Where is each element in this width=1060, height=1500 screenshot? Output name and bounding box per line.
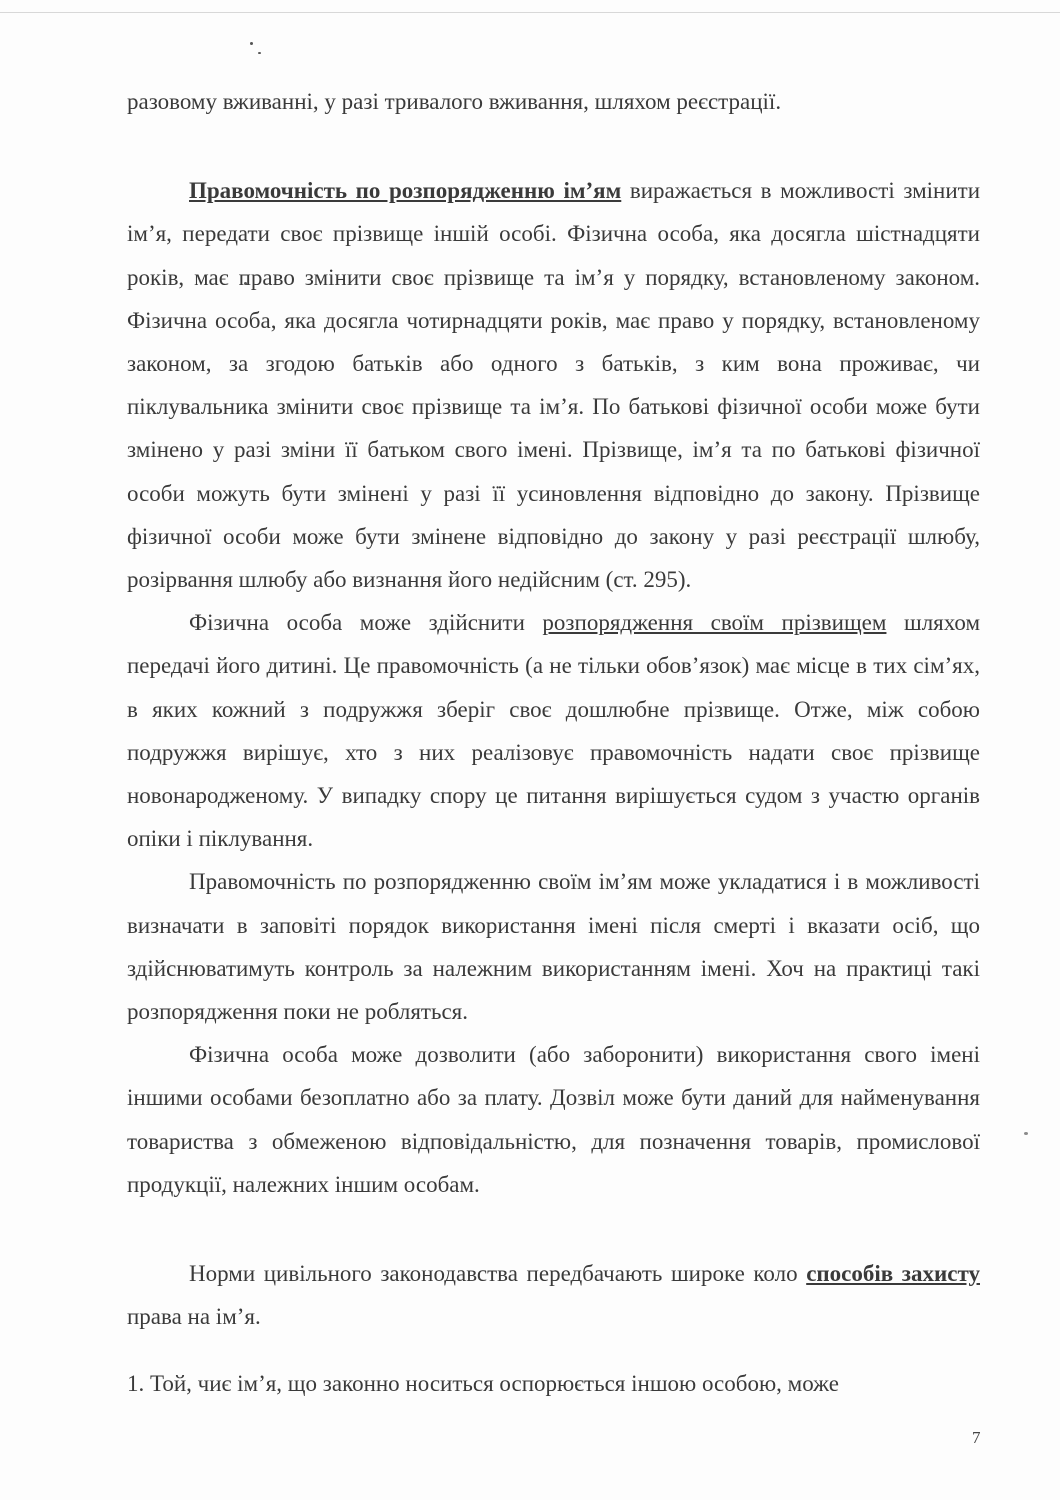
paragraph-text: шляхом передачі його дитині. Це правомочність (а не тільки обов’язок) має місце в тих сім’ях, в яких кожний з подружжя зберіг своє дошлюбне прізвище. Отже, між собою подружжя вирішує, хто з них реалізовує правомочність надати своє прізвище новонародженому. У випадку спору це питання вирішується судом з участю органів опіки і піклування. — [127, 610, 980, 852]
paragraph-text: Фізична особа може здійснити — [189, 610, 543, 636]
paragraph-heading: Правомочність по розпорядженню ім’ям — [189, 178, 622, 204]
page-number: 7 — [972, 1428, 981, 1447]
numbered-item-1: 1. Той, чиє ім’я, що законно носиться оспорюється іншою особою, може — [127, 1371, 839, 1397]
paragraph-name-permission: Фізична особа може дозволити (або заборонити) використання свого імені іншими особами безоплатно або за плату. Дозвіл може бути даний для найменування товариства з обмеженою відповідальністю, для позначення товарів, промислової продукції, належних іншим особам. — [127, 1042, 980, 1197]
paragraph-protection-methods — [127, 1252, 980, 1338]
paragraph-will-disposition: Правомочність по розпорядженню своїм ім’ям може укладатися і в можливості визначати в заповіті порядок використання імені після смерті і вказати осіб, що здійснюватимуть контроль за належним використанням імені. Хоч на практиці такі розпорядження поки не робляться. — [127, 869, 980, 1025]
paragraph-text: Норми цивільного законодавства передбачають широке коло — [189, 1261, 807, 1287]
emphasis-phrase: способів захисту — [806, 1261, 980, 1287]
paragraph-text: права на ім’я. — [127, 1304, 261, 1330]
paragraph-renaming-right — [127, 169, 980, 601]
lead-line: разовому вживанні, у разі тривалого вживання, шляхом реєстрації. — [127, 89, 782, 114]
scan-speck — [250, 42, 253, 45]
scan-speck — [258, 52, 261, 54]
paragraph-surname-transfer — [127, 601, 980, 860]
underlined-phrase: розпорядження своїм прізвищем — [542, 610, 887, 636]
scan-speck — [1024, 1132, 1028, 1135]
document-body — [127, 80, 980, 1406]
paragraph-text: виражається в можливості змінити ім’я, передати своє прізвище іншій особі. Фізична особа, яка досягла шістнадцяти років, має право змінити своє прізвище та ім’я у порядку, встановленому законом. Фізична особа, яка досягла чотирнадцяти років, має право у порядку, встановленому законом, за згодою батьків або одного з батьків, з ким вона проживає, чи піклувальника змінити своє прізвище та ім’я. По батькові фізичної особи може бути змінено у разі зміни її батьком свого імені. Прізвище, ім’я та по батькові фізичної особи можуть бути змінені у разі її усиновлення відповідно до закону. Прізвище фізичної особи може бути змінене відповідно до закону у разі реєстрації шлюбу, розірвання шлюбу або визнання його недійсним (ст. 295). — [127, 178, 981, 593]
scan-edge-line — [0, 12, 1060, 13]
